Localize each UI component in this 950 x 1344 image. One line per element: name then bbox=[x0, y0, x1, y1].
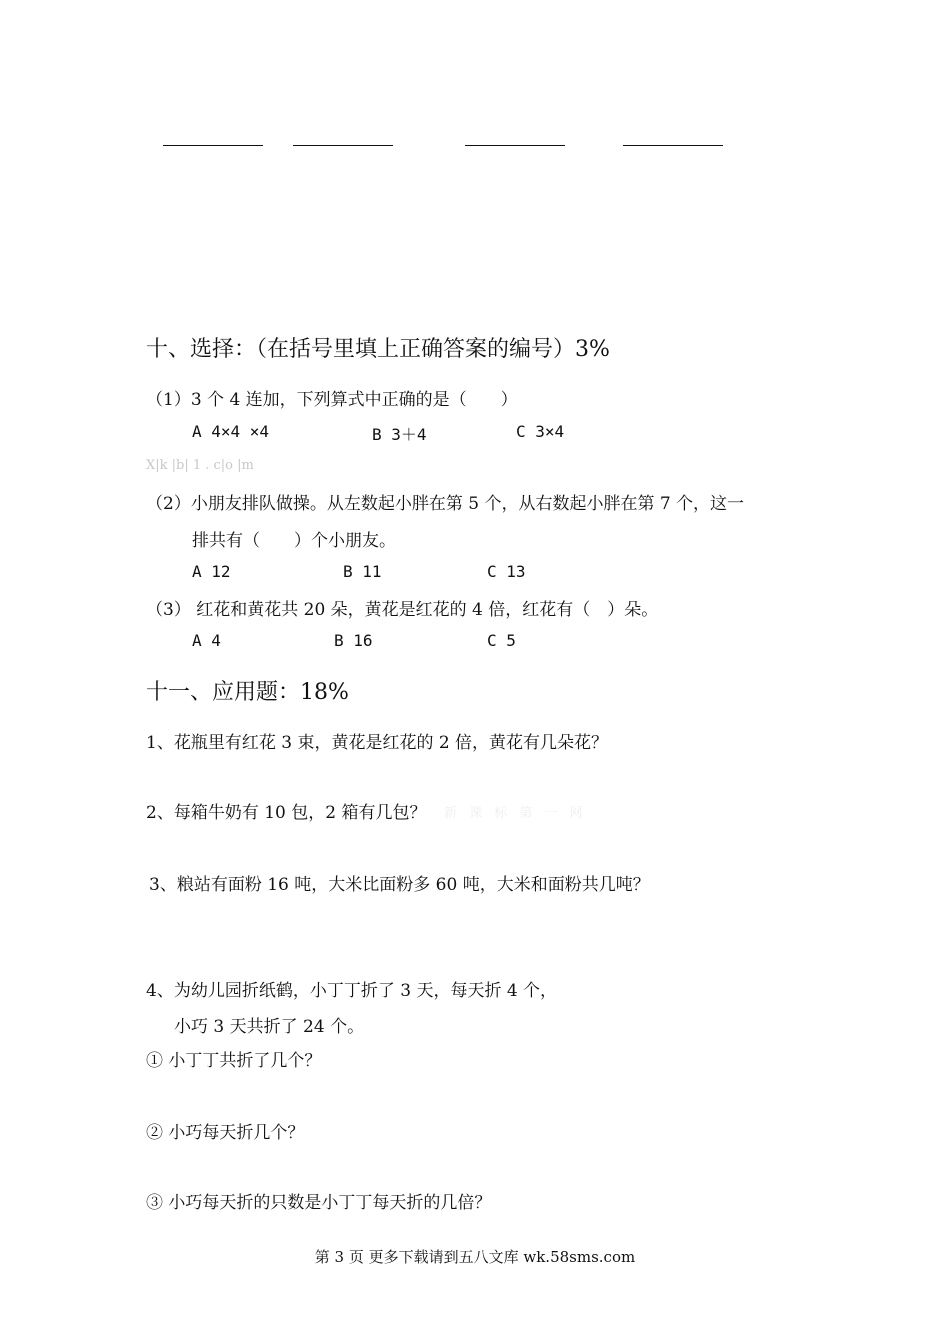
question-1-text: （1）3 个 4 连加，下列算式中正确的是（ ） bbox=[146, 390, 518, 410]
question-3-text: （3） 红花和黄花共 20 朵，黄花是红花的 4 倍，红花有（ ）朵。 bbox=[146, 600, 659, 620]
page-footer: 第 3 页 更多下载请到五八文库 wk.58sms.com bbox=[314, 1248, 636, 1266]
question-3-option-c: C 5 bbox=[487, 631, 516, 650]
question-2-text-line1: （2）小朋友排队做操。从左数起小胖在第 5 个，从右数起小胖在第 7 个，这一 bbox=[146, 494, 745, 514]
answer-blank-1 bbox=[163, 145, 263, 146]
question-1-option-a: A 4×4 ×4 bbox=[192, 422, 270, 441]
question-1-option-b: B 3＋4 bbox=[372, 425, 427, 444]
question-2-option-b: B 11 bbox=[343, 562, 382, 581]
problem-4-sub-2: ② 小巧每天折几个？ bbox=[146, 1123, 305, 1143]
question-2-text-line2: 排共有（ ）个小朋友。 bbox=[192, 531, 396, 551]
problem-2: 2、每箱牛奶有 10 包，2 箱有几包？ bbox=[146, 803, 427, 823]
problem-1: 1、花瓶里有红花 3 束，黄花是红花的 2 倍，黄花有几朵花？ bbox=[146, 733, 609, 753]
question-2-option-a: A 12 bbox=[192, 562, 231, 581]
watermark-text: X|k |b| 1 . c|o |m bbox=[146, 458, 254, 473]
question-2-option-c: C 13 bbox=[487, 562, 526, 581]
problem-3: 3、粮站有面粉 16 吨，大米比面粉多 60 吨，大米和面粉共几吨？ bbox=[149, 875, 650, 895]
problem-4-sub-3: ③ 小巧每天折的只数是小丁丁每天折的几倍？ bbox=[146, 1193, 492, 1213]
answer-blank-4 bbox=[623, 145, 723, 146]
question-3-option-a: A 4 bbox=[192, 631, 221, 650]
section-11-title: 十一、应用题：18% bbox=[146, 680, 349, 705]
problem-4-sub-1: ① 小丁丁共折了几个？ bbox=[146, 1051, 322, 1071]
section-10-title: 十、选择：（在括号里填上正确答案的编号）3% bbox=[146, 337, 610, 362]
answer-blank-2 bbox=[293, 145, 393, 146]
answer-blank-3 bbox=[465, 145, 565, 146]
problem-4-line2: 小巧 3 天共折了 24 个。 bbox=[174, 1017, 365, 1037]
problem-4-line1: 4、为幼儿园折纸鹤，小丁丁折了 3 天，每天折 4 个， bbox=[146, 981, 558, 1001]
question-1-option-c: C 3×4 bbox=[516, 422, 565, 441]
question-3-option-b: B 16 bbox=[334, 631, 373, 650]
problem-2-watermark: 新 课 标 第 一 网 bbox=[444, 806, 587, 821]
